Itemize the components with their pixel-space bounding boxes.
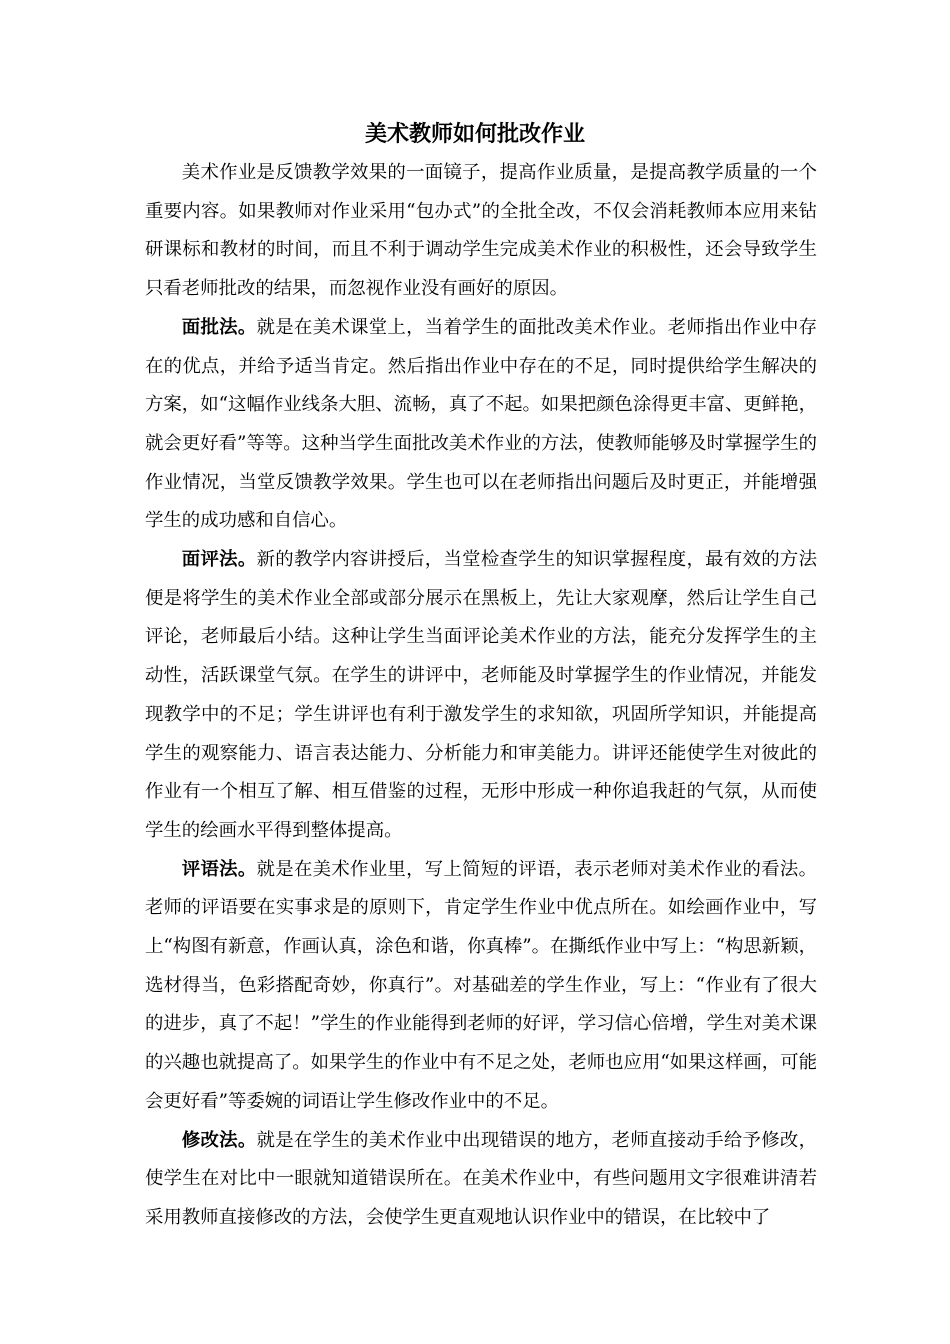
section-pingyu-text: 就是在美术作业里，写上简短的评语，表示老师对美术作业的看法。老师的评语要在实事求是的原则下，肯定学生作业中优点所在。如绘画作业中，写上“构图有新意，作画认真，涂色和谐，你真棒”。在撕纸作业中写上：“构思新颖，选材得当，色彩搭配奇妙，你真行”。对基础差的学生作业，写上：“作业有了很大的进步，真了不起！”学生的作业能得到老师的好评，学习信心倍增，学生对美术课的兴趣也就提高了。如果学生的作业中有不足之处，老师也应用“如果这样画，可能会更好看”等委婉的词语让学生修改作业中的不足。: [145, 858, 817, 1112]
section-mianping-paragraph: [145, 541, 817, 851]
intro-paragraph: 美术作业是反馈教学效果的一面镜子，提高作业质量，是提高教学质量的一个重要内容。如果教师对作业采用“包办式”的全批全改，不仅会消耗教师本应用来钻研课标和教材的时间，而且不利于调动学生完成美术作业的积极性，还会导致学生只看老师批改的结果，而忽视作业没有画好的原因。: [145, 162, 817, 300]
section-pingyu-paragraph: [145, 851, 817, 1122]
section-mianping-text: 新的教学内容讲授后，当堂检查学生的知识掌握程度，最有效的方法便是将学生的美术作业全部或部分展示在黑板上，先让大家观摩，然后让学生自己评论，老师最后小结。这种让学生当面评论美术作业的方法，能充分发挥学生的主动性，活跃课堂气氛。在学生的讲评中，老师能及时掌握学生的作业情况，并能发现教学中的不足；学生讲评也有利于激发学生的求知欲，巩固所学知识，并能提高学生的观察能力、语言表达能力、分析能力和审美能力。讲评还能使学生对彼此的作业有一个相互了解、相互借鉴的过程，无形中形成一种你追我赶的气氛，从而使学生的绘画水平得到整体提高。: [145, 549, 817, 841]
section-xiugai-text: 就是在学生的美术作业中出现错误的地方，老师直接动手给予修改，使学生在对比中一眼就知道错误所在。在美术作业中，有些问题用文字很难讲清若采用教师直接修改的方法，会使学生更直观地认识作业中的错误，在比较中了: [145, 1129, 817, 1228]
section-pingyu-heading: 评语法。: [181, 858, 257, 880]
section-mianpi-paragraph: [145, 309, 817, 541]
document-title: 美术教师如何批改作业: [364, 121, 585, 147]
document-body: [145, 154, 817, 1238]
section-xiugai-paragraph: [145, 1122, 817, 1238]
section-xiugai-heading: 修改法。: [181, 1129, 257, 1151]
section-mianpi-heading: 面批法。: [181, 316, 257, 338]
section-mianpi-text: 就是在美术课堂上，当着学生的面批改美术作业。老师指出作业中存在的优点，并给予适当肯定。然后指出作业中存在的不足，同时提供给学生解决的方案，如“这幅作业线条大胆、流畅，真了不起。如果把颜色涂得更丰富、更鲜艳，就会更好看”等等。这种当学生面批改美术作业的方法，使教师能够及时掌握学生的作业情况，当堂反馈教学效果。学生也可以在老师指出问题后及时更正，并能增强学生的成功感和自信心。: [145, 316, 817, 532]
section-mianping-heading: 面评法。: [181, 549, 257, 571]
